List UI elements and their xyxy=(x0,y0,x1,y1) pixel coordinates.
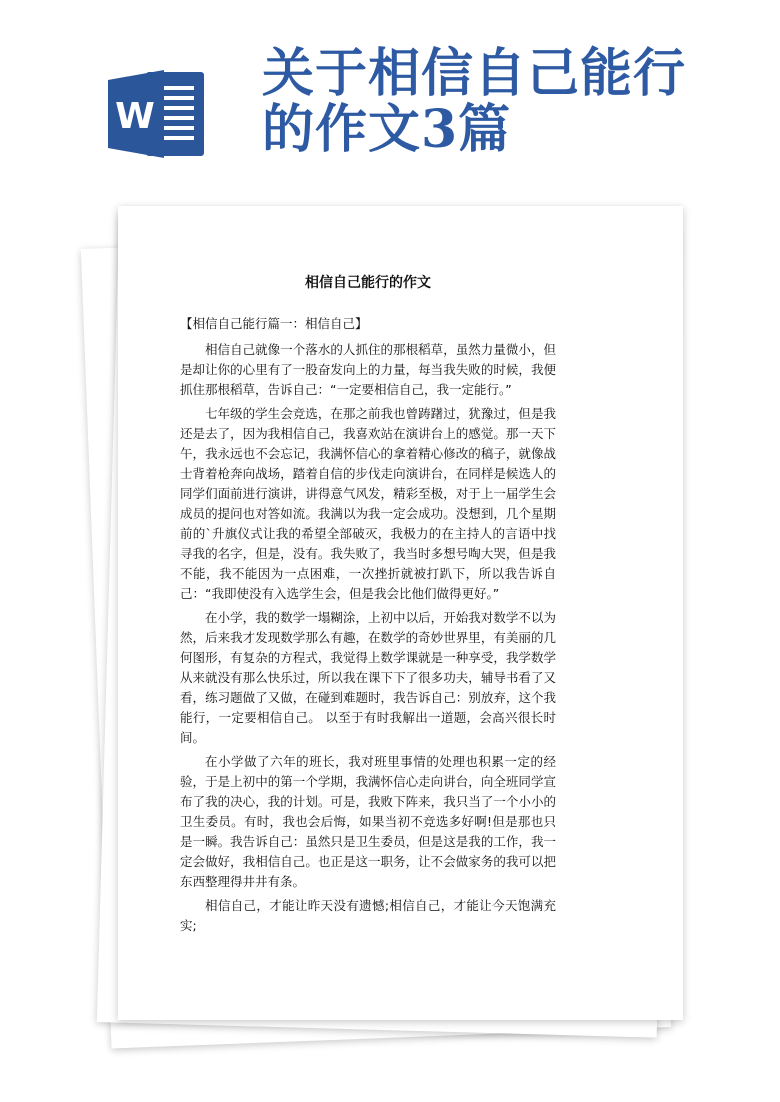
word-icon-letter: W xyxy=(115,96,155,137)
page-title-line-2: 的作文3篇 xyxy=(262,99,512,160)
section-heading: 【相信自己能行篇一：相信自己】 xyxy=(180,316,368,331)
document-page xyxy=(118,206,683,1020)
document-body xyxy=(180,272,556,940)
paragraph-1: 相信自己就像一个落水的人抓住的那根稻草，虽然力量微小，但是却让你的心里有了一股奋发向上的力量，每当我失败的时候，我便抓住那根稻草，告诉自己：“一定要相信自己，我一定能行。” xyxy=(180,342,556,397)
paragraph-5: 相信自己，才能让昨天没有遗憾;相信自己，才能让今天饱满充实; xyxy=(180,898,556,933)
paragraph-2: 七年级的学生会竞选，在那之前我也曾踌躇过，犹豫过，但是我还是去了，因为我相信自己，我喜欢站在演讲台上的感觉。那一天下午，我永远也不会忘记，我满怀信心的拿着精心修改的稿子，就像战士背着枪奔向战场，踏着自信的步伐走向演讲台，在同样是候选人的同学们面前进行演讲，讲得意气风发，精彩至极，对于上一届学生会成员的提问也对答如流。我满以为我一定会成功。没想到，几个星期前的`升旗仪式让我的希望全部破灭，我极力的在主持人的言语中找寻我的名字，但是，没有。我失败了，我当时多想号啕大哭，但是我不能，我不能因为一点困难，一次挫折就被打趴下，所以我告诉自己：“我即使没有入选学生会，但是我会比他们做得更好。” xyxy=(180,406,556,601)
paragraph-4: 在小学做了六年的班长，我对班里事情的处理也积累一定的经验，于是上初中的第一个学期，我满怀信心走向讲台，向全班同学宣布了我的决心，我的计划。可是，我败下阵来，我只当了一个小小的卫生委员。有时，我也会后悔，如果当初不竞选多好啊!但是那也只是一瞬。我告诉自己：虽然只是卫生委员，但是这是我的工作，我一定会做好，我相信自己。也正是这一职务，让不会做家务的我可以把东西整理得井井有条。 xyxy=(180,754,556,889)
page-title-line-1: 关于相信自己能行 xyxy=(262,43,687,104)
document-title: 相信自己能行的作文 xyxy=(305,275,431,291)
paragraph-3: 在小学，我的数学一塌糊涂，上初中以后，开始我对数学不以为然，后来我才发现数学那么有趣，在数学的奇妙世界里，有美丽的几何图形，有复杂的方程式，我觉得上数学课就是一种享受，我学数学从来就没有那么快乐过，所以我在课下下了很多功夫，辅导书看了又看，练习题做了又做，在碰到难题时，我告诉自己：别放弃，这个我能行，一定要相信自己。 以至于有时我解出一道题，会高兴很长时间。 xyxy=(180,610,556,745)
